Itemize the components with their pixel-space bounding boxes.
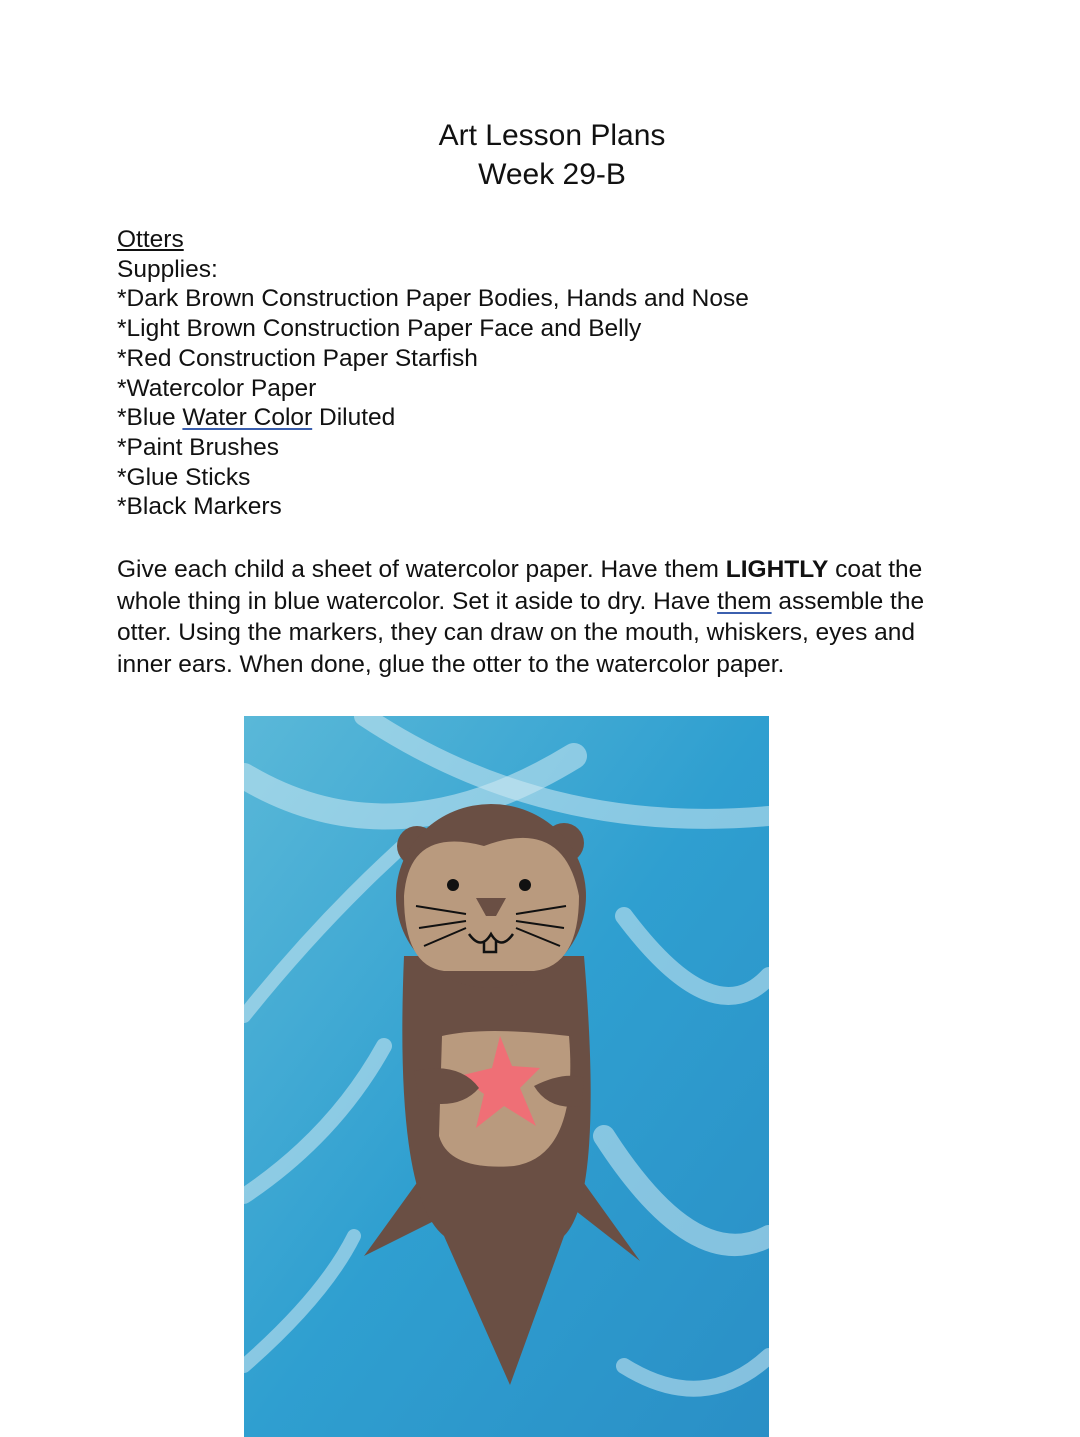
document-title: Art Lesson Plans (438, 119, 666, 152)
text: otter. Using the markers, they can draw on the mouth, whiskers, eyes and (117, 619, 915, 647)
supply-item: *Paint Brushes (117, 433, 280, 461)
document-subtitle: Week 29-B (478, 158, 626, 191)
emphasis: LIGHTLY (725, 556, 829, 583)
supply-item: *Black Markers (117, 493, 282, 521)
supply-item: *Glue Sticks (117, 463, 251, 491)
spellcheck-flag: Water Color (182, 404, 313, 432)
text: whole thing in blue watercolor. Set it aside to dry. Have (117, 587, 718, 615)
text: assemble the (771, 587, 925, 615)
supply-item: *Dark Brown Construction Paper Bodies, Hands and Nose (117, 285, 749, 313)
otter-eye (519, 879, 531, 891)
supply-item: *Watercolor Paper (117, 374, 317, 402)
text: coat the (828, 556, 923, 583)
otter-craft-photo (244, 716, 769, 1437)
text: Diluted (312, 404, 396, 432)
text: *Blue (117, 404, 183, 432)
otter-eye (447, 879, 459, 891)
instructions-paragraph (117, 554, 924, 680)
section-heading: Otters (117, 226, 184, 253)
spellcheck-flag: them (717, 587, 772, 615)
supply-item: *Red Construction Paper Starfish (117, 344, 478, 372)
supplies-section (117, 225, 749, 522)
supplies-label: Supplies: (117, 255, 218, 283)
supply-item (117, 403, 749, 433)
text: inner ears. When done, glue the otter to the watercolor paper. (117, 650, 785, 678)
supply-item: *Light Brown Construction Paper Face and Belly (117, 315, 642, 343)
text: Give each child a sheet of watercolor paper. Have them (117, 556, 726, 583)
